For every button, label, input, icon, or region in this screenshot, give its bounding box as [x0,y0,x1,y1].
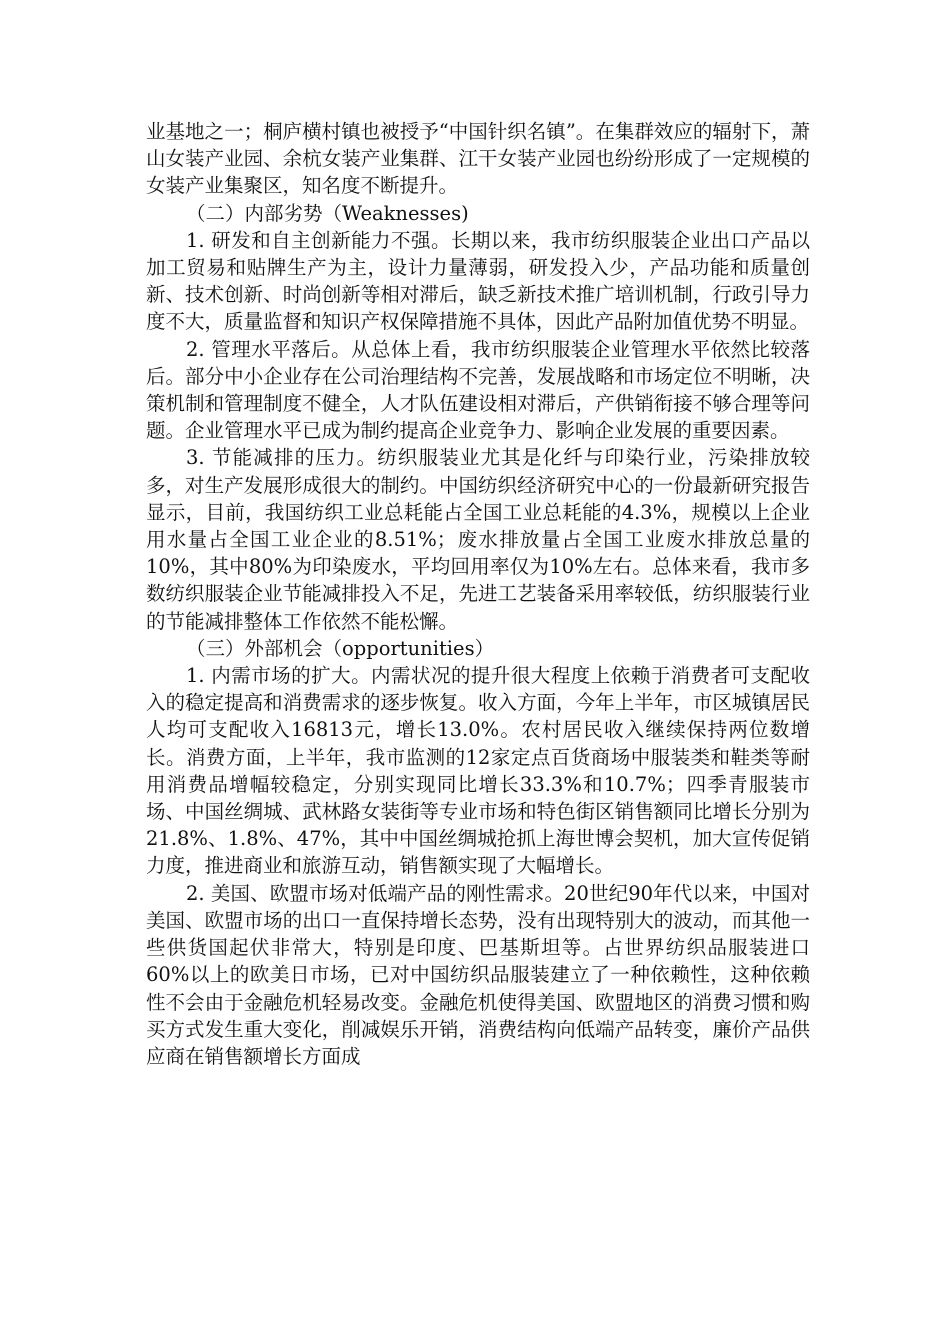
section-heading-opportunities: （三）外部机会（opportunities） [186,636,495,660]
paragraph-us-eu-demand: 2. 美国、欧盟市场对低端产品的刚性需求。20世纪90年代以来，中国对美国、欧盟市场的出口一直保持增长态势，没有出现特别大的波动，而其他一些供货国起伏非常大，特别是印度、巴基斯坦等。占世界纺织品服装进口60%以上的欧美日市场，已对中国纺织品服装建立了一种依赖性，这种依赖性不会由于金融危机轻易改变。金融危机使得美国、欧盟地区的消费习惯和购买方式发生重大变化，削减娱乐开销，消费结构向低端产品转变，廉价产品供应商在销售额增长方面成 [146,881,810,1068]
paragraph-management: 2. 管理水平落后。从总体上看，我市纺织服装企业管理水平依然比较落后。部分中小企业存在公司治理结构不完善，发展战略和市场定位不明晰，决策机制和管理制度不健全，人才队伍建设相对滞后，产供销衔接不够合理等问题。企业管理水平已成为制约提高企业竞争力、影响企业发展的重要因素。 [146,337,810,443]
paragraph-energy-saving: 3. 节能减排的压力。纺织服装业尤其是化纤与印染行业，污染排放较多，对生产发展形成很大的制约。中国纺织经济研究中心的一份最新研究报告显示，目前，我国纺织工业总耗能占全国工业总耗能的4.3%，规模以上企业用水量占全国工业企业的8.51%；废水排放量占全国工业废水排放总量的10%，其中80%为印染废水，平均回用率仅为10%左右。总体来看，我市多数纺织服装企业节能减排投入不足，先进工艺装备采用率较低，纺织服装行业的节能减排整体工作依然不能松懈。 [146,446,810,633]
paragraph-domestic-demand: 1. 内需市场的扩大。内需状况的提升很大程度上依赖于消费者可支配收入的稳定提高和消费需求的逐步恢复。收入方面，今年上半年，市区城镇居民人均可支配收入16813元，增长13.0%。农村居民收入继续保持两位数增长。消费方面，上半年，我市监测的12家定点百货商场中服装类和鞋类等耐用消费品增幅较稳定，分别实现同比增长33.3%和10.7%；四季青服装市场、中国丝绸城、武林路女装街等专业市场和特色街区销售额同比增长分别为21.8%、1.8%、47%，其中中国丝绸城抢抓上海世博会契机，加大宣传促销力度，推进商业和旅游互动，销售额实现了大幅增长。 [146,664,810,878]
paragraph-rd-innovation: 1. 研发和自主创新能力不强。长期以来，我市纺织服装企业出口产品以加工贸易和贴牌生产为主，设计力量薄弱，研发投入少，产品功能和质量创新、技术创新、时尚创新等相对滞后，缺乏新技术推广培训机制，行政引导力度不大，质量监督和知识产权保障措施不具体，因此产品附加值优势不明显。 [146,228,810,334]
document-page [146,118,810,1070]
paragraph-continuation: 业基地之一；桐庐横村镇也被授予“中国针织名镇”。在集群效应的辐射下，萧山女装产业园、余杭女装产业集群、江干女装产业园也纷纷形成了一定规模的女装产业集聚区，知名度不断提升。 [146,120,810,198]
section-heading-weaknesses: （二）内部劣势（Weaknesses) [186,201,469,225]
